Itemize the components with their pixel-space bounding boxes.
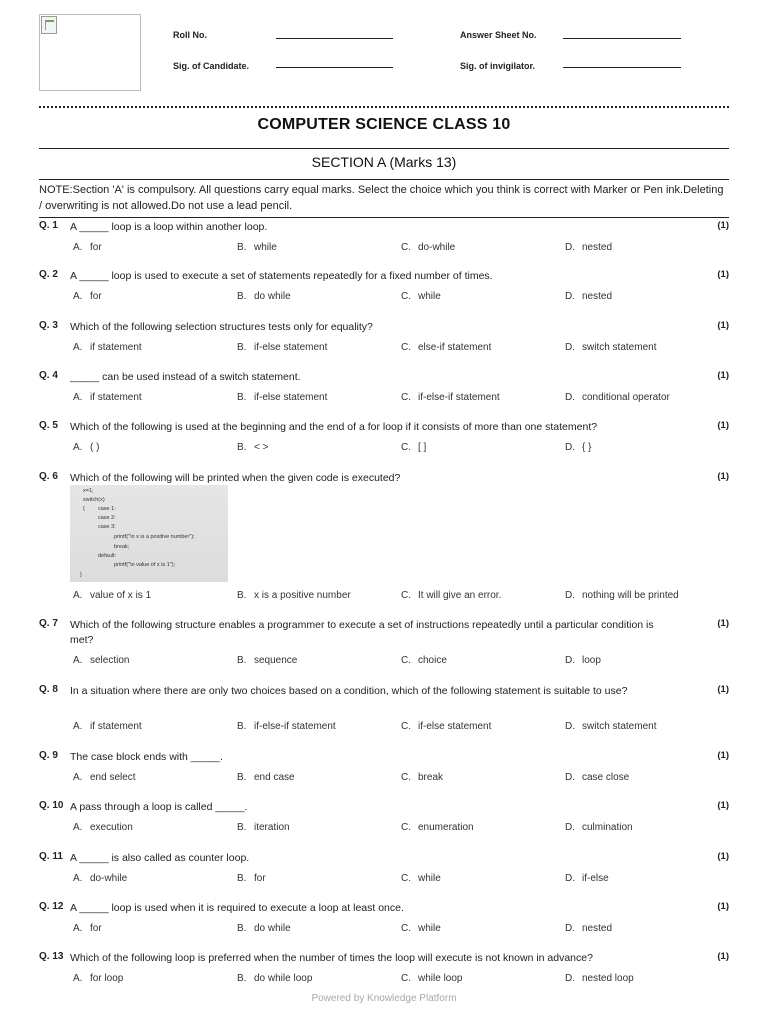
option-letter: B. (237, 392, 247, 403)
section-divider (39, 179, 729, 180)
question-text: Which of the following structure enables a programmer to execute a set of instructions repeatedly until a particular condition is met? (70, 619, 654, 646)
question-marks: (1) (717, 370, 729, 381)
option-text: if statement (90, 392, 142, 403)
option-text: nested (582, 242, 613, 253)
option-letter: B. (237, 772, 247, 783)
option-letter: A. (73, 822, 83, 833)
option-letter: D. (565, 973, 575, 984)
answer-option[interactable] (565, 923, 612, 934)
option-text: enumeration (418, 822, 474, 833)
question-text: The case block ends with _____. (70, 751, 223, 763)
answer-option[interactable] (401, 873, 441, 884)
option-text: iteration (254, 822, 290, 833)
roll-no-label: Roll No. (173, 30, 207, 40)
question-text: _____ can be used instead of a switch statement. (70, 371, 301, 383)
option-letter: C. (401, 721, 411, 732)
answer-option[interactable] (401, 442, 426, 453)
question-marks: (1) (717, 320, 729, 331)
option-text: if statement (90, 721, 142, 732)
answer-option[interactable] (401, 923, 441, 934)
question-number: Q. 13 (39, 951, 64, 962)
option-text: switch statement (582, 342, 657, 353)
option-letter: B. (237, 442, 247, 453)
answer-option[interactable] (73, 923, 102, 934)
answer-option[interactable] (73, 822, 133, 833)
option-letter: C. (401, 392, 411, 403)
answer-option[interactable] (73, 392, 142, 403)
question-number: Q. 8 (39, 684, 58, 695)
option-letter: B. (237, 822, 247, 833)
option-text: choice (418, 655, 447, 666)
answer-option[interactable] (237, 721, 336, 732)
answer-option[interactable] (237, 442, 268, 453)
sig-candidate-label: Sig. of Candidate. (173, 61, 250, 71)
answer-option[interactable] (565, 973, 634, 984)
broken-image-icon (41, 16, 57, 34)
option-text: if-else statement (254, 342, 328, 353)
question-marks: (1) (717, 851, 729, 862)
question-marks: (1) (717, 471, 729, 482)
option-text: switch statement (582, 721, 657, 732)
answer-option[interactable] (73, 721, 142, 732)
option-text: case close (582, 772, 630, 783)
option-letter: A. (73, 392, 83, 403)
option-letter: D. (565, 342, 575, 353)
question-text: Which of the following will be printed when the given code is executed? (70, 472, 401, 484)
option-letter: A. (73, 291, 83, 302)
question-number: Q. 12 (39, 901, 64, 912)
option-text: while (254, 242, 277, 253)
option-letter: B. (237, 655, 247, 666)
question-text: In a situation where there are only two choices based on a condition, which of the following statement is suitable to use? (70, 685, 628, 697)
option-letter: D. (565, 822, 575, 833)
option-text: while loop (418, 973, 463, 984)
question-number: Q. 7 (39, 618, 58, 629)
option-letter: A. (73, 873, 83, 884)
page-title: COMPUTER SCIENCE CLASS 10 (257, 116, 511, 133)
option-letter: C. (401, 342, 411, 353)
option-text: while (418, 291, 441, 302)
option-letter: D. (565, 590, 575, 601)
option-text: culmination (582, 822, 633, 833)
option-letter: A. (73, 923, 83, 934)
option-letter: B. (237, 242, 247, 253)
option-text: do while (254, 291, 291, 302)
code-line: case 2: (98, 515, 116, 521)
answer-option[interactable] (565, 721, 656, 732)
option-text: end case (254, 772, 295, 783)
option-letter: D. (565, 923, 575, 934)
answer-option[interactable] (565, 655, 601, 666)
question-text: A _____ is also called as counter loop. (70, 852, 250, 864)
option-letter: C. (401, 822, 411, 833)
code-line: { (83, 506, 85, 512)
answer-option[interactable] (73, 873, 127, 884)
option-text: for (90, 242, 102, 253)
answer-option[interactable] (237, 822, 290, 833)
option-letter: D. (565, 873, 575, 884)
option-letter: A. (73, 590, 83, 601)
option-letter: A. (73, 655, 83, 666)
option-text: if-else-if statement (254, 721, 336, 732)
option-text: do-while (90, 873, 128, 884)
option-letter: A. (73, 442, 83, 453)
code-line: case 1: (98, 506, 116, 512)
option-letter: C. (401, 655, 411, 666)
answer-option[interactable] (401, 392, 500, 403)
option-letter: B. (237, 342, 247, 353)
answer-option[interactable] (73, 342, 142, 353)
answer-option[interactable] (237, 873, 266, 884)
answer-option[interactable] (565, 242, 612, 253)
option-text: for (254, 873, 266, 884)
option-letter: A. (73, 342, 83, 353)
answer-option[interactable] (565, 772, 629, 783)
option-letter: B. (237, 590, 247, 601)
question-number: Q. 9 (39, 750, 58, 761)
question-text: A _____ loop is a loop within another loop. (70, 221, 268, 233)
option-letter: D. (565, 772, 575, 783)
option-text: for (90, 923, 102, 934)
option-letter: D. (565, 392, 575, 403)
question-text: Which of the following loop is preferred when the number of times the loop will execute is not known in advance? (70, 952, 593, 964)
option-letter: B. (237, 873, 247, 884)
option-letter: B. (237, 721, 247, 732)
option-letter: D. (565, 242, 575, 253)
option-text: for loop (90, 973, 124, 984)
title-divider (39, 148, 729, 149)
option-letter: C. (401, 291, 411, 302)
option-letter: C. (401, 242, 411, 253)
option-text: for (90, 291, 102, 302)
option-text: if statement (90, 342, 142, 353)
option-text: [ ] (418, 442, 427, 453)
option-letter: A. (73, 242, 83, 253)
answer-option[interactable] (237, 973, 312, 984)
option-text: nested (582, 923, 613, 934)
option-letter: C. (401, 923, 411, 934)
option-text: ( ) (90, 442, 100, 453)
answer-option[interactable] (401, 822, 474, 833)
question-text: Which of the following selection structures tests only for equality? (70, 321, 373, 333)
option-text: nested (582, 291, 613, 302)
answer-option[interactable] (73, 442, 99, 453)
answer-option[interactable] (401, 655, 447, 666)
answer-option[interactable] (73, 655, 129, 666)
option-text: loop (582, 655, 601, 666)
option-text: value of x is 1 (90, 590, 152, 601)
note-divider (39, 217, 729, 218)
question-number: Q. 11 (39, 851, 63, 862)
question-number: Q. 4 (39, 370, 58, 381)
option-letter: A. (73, 721, 83, 732)
option-letter: D. (565, 442, 575, 453)
code-line: x=1; (83, 488, 94, 494)
option-text: end select (90, 772, 136, 783)
option-text: It will give an error. (418, 590, 502, 601)
question-text: Which of the following is used at the beginning and the end of a for loop if it consists of more than one statement? (70, 421, 598, 433)
option-text: break (418, 772, 444, 783)
school-logo-placeholder (39, 14, 141, 91)
question-marks: (1) (717, 684, 729, 695)
option-text: execution (90, 822, 133, 833)
option-text: do while (254, 923, 291, 934)
option-text: if-else (582, 873, 609, 884)
answer-option[interactable] (73, 242, 102, 253)
option-text: nested loop (582, 973, 634, 984)
answer-option[interactable] (237, 291, 291, 302)
question-marks: (1) (717, 618, 729, 629)
sig-invigilator-field[interactable] (563, 67, 681, 68)
option-letter: B. (237, 973, 247, 984)
answer-option[interactable] (401, 973, 462, 984)
option-text: conditional operator (582, 392, 670, 403)
sig-invigilator-label: Sig. of invigilator. (460, 61, 536, 71)
answer-option[interactable] (237, 655, 297, 666)
answer-option[interactable] (237, 242, 277, 253)
answer-sheet-field[interactable] (563, 38, 681, 39)
answer-option[interactable] (565, 392, 670, 403)
sig-candidate-field[interactable] (276, 67, 393, 68)
question-marks: (1) (717, 420, 729, 431)
option-text: < > (254, 442, 269, 453)
answer-option[interactable] (401, 242, 455, 253)
answer-option[interactable] (237, 342, 327, 353)
code-snippet-image (70, 485, 228, 582)
option-letter: C. (401, 442, 411, 453)
code-line: switch(x) (83, 497, 105, 503)
answer-option[interactable] (73, 973, 123, 984)
answer-option[interactable] (237, 590, 351, 601)
code-line: case 3: (98, 524, 116, 530)
option-text: if-else statement (254, 392, 328, 403)
answer-option[interactable] (401, 342, 491, 353)
option-text: if-else statement (418, 721, 492, 732)
answer-option[interactable] (73, 291, 102, 302)
option-text: while (418, 923, 441, 934)
question-number: Q. 10 (39, 800, 64, 811)
question-text: A pass through a loop is called _____. (70, 801, 248, 813)
option-letter: A. (73, 973, 83, 984)
option-text: nothing will be printed (582, 590, 679, 601)
question-number: Q. 1 (39, 220, 58, 231)
option-text: do-while (418, 242, 456, 253)
code-line: printf("\n value of x is 1"); (114, 562, 176, 568)
answer-option[interactable] (73, 590, 151, 601)
option-letter: D. (565, 655, 575, 666)
question-text: A _____ loop is used when it is required to execute a loop at least once. (70, 902, 404, 914)
option-letter: C. (401, 772, 411, 783)
roll-no-field[interactable] (276, 38, 393, 39)
code-line: printf("\n x is a positive number"); (114, 534, 195, 540)
answer-option[interactable] (237, 772, 295, 783)
question-marks: (1) (717, 800, 729, 811)
answer-option[interactable] (565, 442, 591, 453)
answer-option[interactable] (565, 873, 609, 884)
section-heading: SECTION A (Marks 13) (311, 154, 457, 170)
question-marks: (1) (717, 269, 729, 280)
option-letter: D. (565, 721, 575, 732)
instructions-note: NOTE:Section 'A' is compulsory. All questions carry equal marks. Select the choice which you think is correct with Marker or Pen ink.Deleting / overwriting is not allowed.Do not use a lead pencil. (39, 184, 724, 212)
option-letter: C. (401, 973, 411, 984)
code-line: default: (98, 553, 117, 559)
dotted-divider (39, 106, 729, 108)
question-number: Q. 2 (39, 269, 58, 280)
answer-option[interactable] (401, 772, 443, 783)
option-text: else-if statement (418, 342, 492, 353)
footer-credit: Powered by Knowledge Platform (311, 993, 457, 1004)
option-text: selection (90, 655, 130, 666)
option-text: if-else-if statement (418, 392, 500, 403)
option-text: while (418, 873, 441, 884)
question-marks: (1) (717, 750, 729, 761)
question-marks: (1) (717, 951, 729, 962)
answer-option[interactable] (237, 923, 291, 934)
option-letter: D. (565, 291, 575, 302)
question-number: Q. 3 (39, 320, 58, 331)
code-line: } (80, 572, 82, 578)
option-text: do while loop (254, 973, 313, 984)
question-number: Q. 5 (39, 420, 58, 431)
answer-sheet-label: Answer Sheet No. (460, 30, 537, 40)
answer-option[interactable] (73, 772, 136, 783)
option-text: sequence (254, 655, 298, 666)
answer-option[interactable] (565, 342, 656, 353)
question-marks: (1) (717, 220, 729, 231)
question-text: A _____ loop is used to execute a set of statements repeatedly for a fixed number of times. (70, 270, 493, 282)
option-letter: C. (401, 590, 411, 601)
option-letter: B. (237, 291, 247, 302)
answer-option[interactable] (401, 291, 441, 302)
option-text: { } (582, 442, 592, 453)
option-letter: C. (401, 873, 411, 884)
answer-option[interactable] (401, 590, 501, 601)
option-text: x is a positive number (254, 590, 351, 601)
answer-option[interactable] (401, 721, 491, 732)
option-letter: A. (73, 772, 83, 783)
answer-option[interactable] (565, 590, 679, 601)
answer-option[interactable] (565, 291, 612, 302)
code-line: break; (114, 544, 130, 550)
question-marks: (1) (717, 901, 729, 912)
answer-option[interactable] (565, 822, 633, 833)
answer-option[interactable] (237, 392, 327, 403)
question-number: Q. 6 (39, 471, 58, 482)
option-letter: B. (237, 923, 247, 934)
